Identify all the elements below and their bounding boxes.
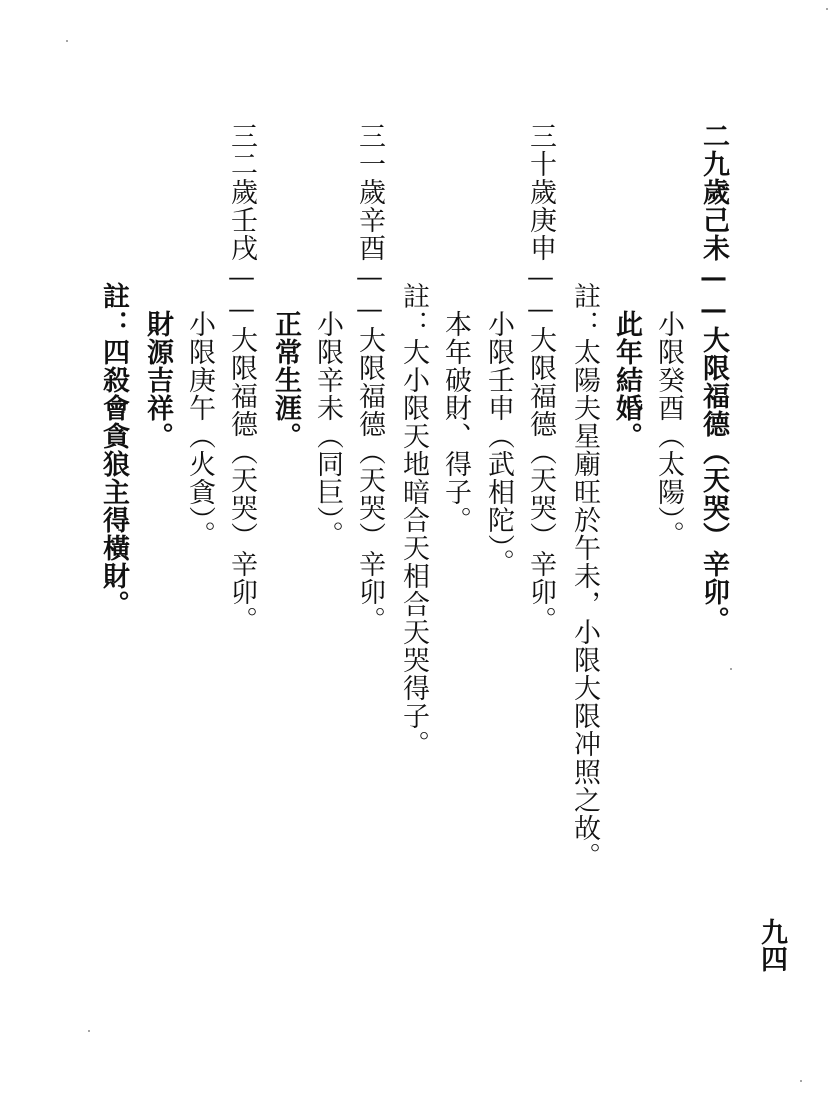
minor-limit-31: 小限辛未（同巨）。 <box>312 310 343 549</box>
event-32: 財源吉祥。 <box>142 310 173 450</box>
scan-speck <box>88 1030 90 1032</box>
minor-limit-30: 小限壬申（武相陀）。 <box>483 310 514 577</box>
minor-limit-32: 小限庚午（火貪）。 <box>184 310 215 549</box>
note-32: 註：四殺會貪狼主得橫財。 <box>98 282 129 618</box>
scan-speck <box>800 1080 802 1082</box>
event-30: 本年破財、得子。 <box>440 310 471 534</box>
minor-limit-29: 小限癸酉（太陽）。 <box>653 310 684 549</box>
scan-speck <box>826 8 828 10</box>
event-31: 正常生涯。 <box>270 310 301 450</box>
scan-speck <box>66 40 68 42</box>
note-30: 註：大小限天地暗合天相合天哭得子。 <box>398 282 429 758</box>
entry-age-31: 三一歲辛酉——大限福德（天哭）辛卯。 <box>354 122 385 634</box>
scan-speck <box>730 668 732 670</box>
note-29: 註：太陽夫星廟旺於午未，小限大限冲照之故。 <box>569 282 600 870</box>
entry-age-32: 三二歲壬戌——大限福德（天哭）辛卯。 <box>226 122 257 634</box>
entry-age-30: 三十歲庚申——大限福德（天哭）辛卯。 <box>525 122 556 634</box>
entry-age-29: 二九歲己未——大限福德（天哭）辛卯。 <box>698 122 729 634</box>
page-number: 九四 <box>756 918 787 972</box>
event-29: 此年結婚。 <box>611 310 642 450</box>
